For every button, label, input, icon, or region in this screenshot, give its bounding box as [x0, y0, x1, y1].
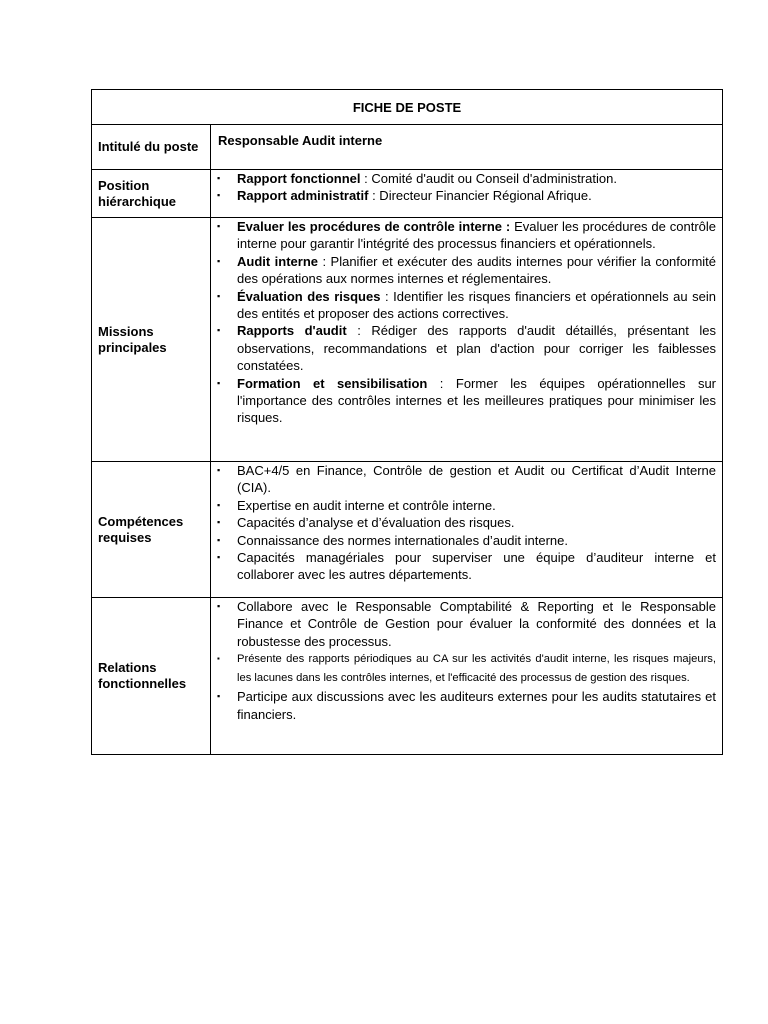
bullet-icon: ▪	[217, 499, 221, 510]
relations-label: Relations fonctionnelles	[92, 598, 211, 755]
bullet-icon: ▪	[217, 325, 221, 336]
item-text: Capacités d’analyse et d’évaluation des risques.	[237, 515, 515, 531]
item-text: : Former les équipes opérationnelles sur l'importance des contrôles internes et les meilleures pratiques pour minimiser les risques.	[237, 375, 717, 426]
title-row	[92, 90, 723, 125]
job-title-label: Intitulé du poste	[92, 125, 211, 170]
list-item	[217, 170, 716, 187]
list-item	[217, 650, 716, 688]
item-title: Formation et sensibilisation	[237, 375, 428, 391]
list-item	[217, 549, 716, 584]
relations-cell	[211, 598, 723, 755]
bullet-icon: ▪	[217, 173, 221, 183]
missions-cell	[211, 218, 723, 462]
list-item	[217, 532, 716, 549]
missions-row	[92, 218, 723, 462]
position-list	[217, 170, 716, 205]
item-text: : Planifier et exécuter des audits internes pour vérifier la conformité des opérations aux normes internes et réglementaires.	[237, 253, 717, 287]
item-text: Collabore avec le Responsable Comptabilité & Reporting et le Responsable Finance et Contrôle de Gestion pour évaluer la conformité des données et la robustesse des processus.	[237, 599, 717, 649]
list-item	[217, 253, 716, 288]
item-text: Présente des rapports périodiques au CA sur les activités d'audit interne, les risques majeurs, les lacunes dans les contrôles internes, et l'efficacité des processus de gestion des risques.	[237, 653, 717, 685]
item-title: Rapport fonctionnel	[237, 171, 361, 186]
item-text: BAC+4/5 en Finance, Contrôle de gestion et Audit ou Certificat d’Audit Interne (CIA).	[237, 463, 717, 496]
relations-list	[217, 598, 716, 723]
relations-row	[92, 598, 723, 755]
list-item	[217, 688, 716, 723]
bullet-icon: ▪	[217, 465, 221, 475]
job-description-table	[91, 89, 723, 755]
item-title: Evaluer les procédures de contrôle interne :	[237, 219, 511, 234]
bullet-icon: ▪	[217, 534, 221, 545]
bullet-icon: ▪	[217, 377, 221, 388]
item-text: Expertise en audit interne et contrôle interne.	[237, 497, 496, 513]
job-title-value: Responsable Audit interne	[218, 133, 383, 148]
item-text: Capacités managériales pour superviser une équipe d’auditeur interne et collaborer avec les autres départements.	[237, 550, 717, 583]
item-title: Rapports d'audit	[237, 323, 347, 339]
bullet-icon: ▪	[217, 255, 221, 266]
item-title: Audit interne	[237, 253, 319, 269]
document-title: FICHE DE POSTE	[92, 90, 723, 125]
bullet-icon: ▪	[217, 517, 221, 528]
competences-label: Compétences requises	[92, 462, 211, 598]
list-item	[217, 462, 716, 497]
bullet-icon: ▪	[217, 290, 221, 301]
item-title: Évaluation des risques	[237, 288, 381, 304]
job-title-cell	[211, 125, 723, 170]
bullet-icon: ▪	[217, 552, 221, 563]
bullet-icon: ▪	[217, 190, 221, 201]
list-item	[217, 187, 716, 204]
position-row	[92, 170, 723, 218]
bullet-icon: ▪	[217, 601, 221, 611]
item-text: Evaluer les procédures de contrôle interne pour garantir l'intégrité des processus financiers et opérationnels.	[237, 219, 716, 252]
list-item	[217, 218, 716, 253]
bullet-icon: ▪	[217, 221, 221, 231]
bullet-icon: ▪	[217, 691, 221, 702]
job-title-row	[92, 125, 723, 170]
item-text: : Comité d'audit ou Conseil d'administration.	[360, 171, 617, 186]
list-item	[217, 322, 716, 374]
list-item	[217, 514, 716, 531]
item-text: : Identifier les risques financiers et opérationnels au sein des entités et proposer des actions correctives.	[237, 288, 717, 322]
item-text: Connaissance des normes internationales d’audit interne.	[237, 532, 568, 548]
competences-list	[217, 462, 716, 584]
item-text: : Directeur Financier Régional Afrique.	[368, 188, 592, 204]
position-label: Position hiérarchique	[92, 170, 211, 218]
position-cell	[211, 170, 723, 218]
missions-label: Missions principales	[92, 218, 211, 462]
competences-cell	[211, 462, 723, 598]
missions-list	[217, 218, 716, 427]
list-item	[217, 375, 716, 427]
competences-row	[92, 462, 723, 598]
item-title: Rapport administratif	[237, 188, 369, 204]
item-text: : Rédiger des rapports d'audit détaillés, présentant les observations, recommandations et plan d'action pour corriger les faiblesses constatées.	[237, 323, 717, 374]
list-item	[217, 497, 716, 514]
item-text: Participe aux discussions avec les auditeurs externes pour les audits statutaires et financiers.	[237, 689, 717, 722]
list-item	[217, 598, 716, 650]
bullet-icon: ▪	[217, 654, 220, 664]
list-item	[217, 288, 716, 323]
